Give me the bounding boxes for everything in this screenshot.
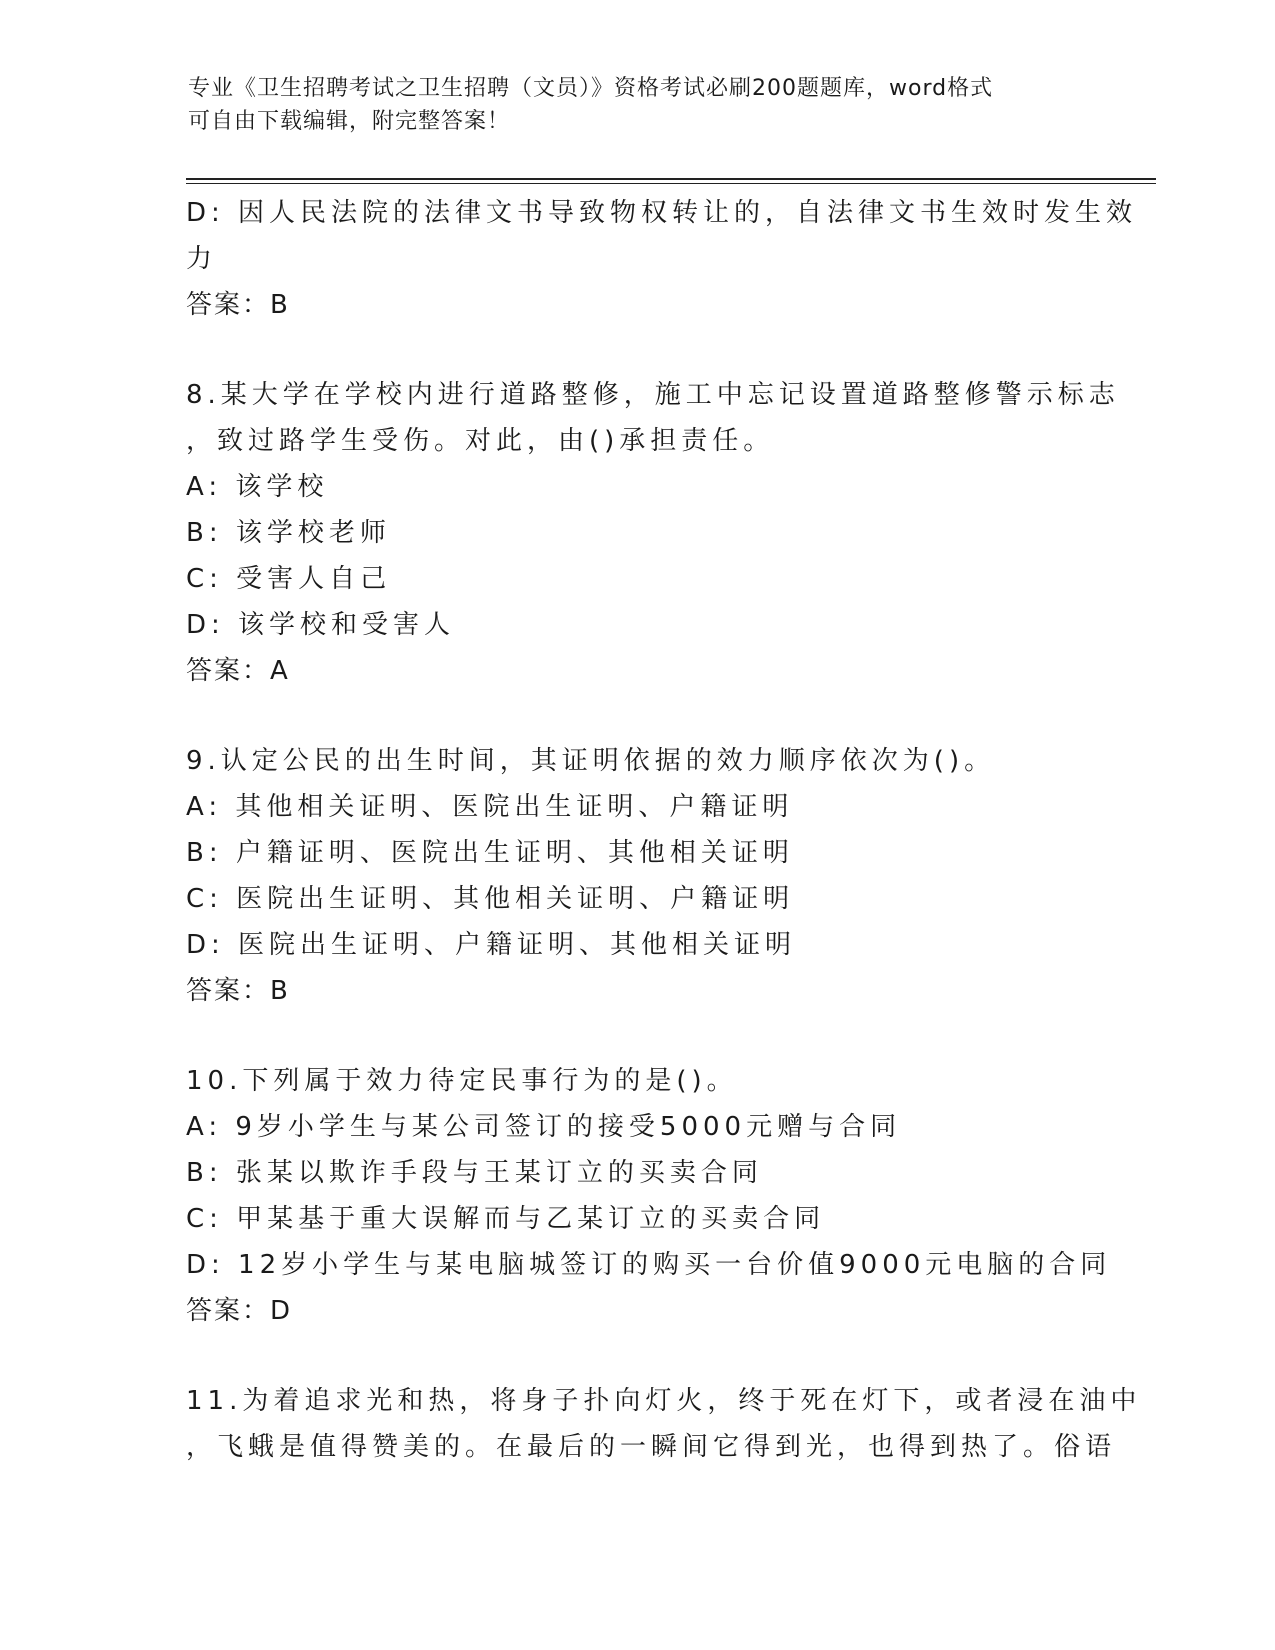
q8-answer: 答案：A: [186, 656, 290, 686]
q7-option-d-line1: D: 因人民法院的法律文书导致物权转让的，自法律文书生效时发生效: [186, 198, 1138, 228]
question-list: [186, 190, 1142, 1470]
question-11: [186, 1378, 1142, 1470]
q10-stem-line1: 10.下列属于效力待定民事行为的是()。: [186, 1066, 738, 1096]
q9-option-b: B: 户籍证明、医院出生证明、其他相关证明: [186, 838, 794, 868]
header-rule-thin: [186, 183, 1156, 184]
q9-option-c: C: 医院出生证明、其他相关证明、户籍证明: [186, 884, 795, 914]
spacer: [186, 1334, 1086, 1378]
q8-stem-line2: ，致过路学生受伤。对此，由()承担责任。: [186, 426, 775, 456]
q8-option-d: D: 该学校和受害人: [186, 610, 456, 640]
q9-answer: 答案：B: [186, 976, 290, 1006]
q9-stem-line1: 9.认定公民的出生时间，其证明依据的效力顺序依次为()。: [186, 746, 996, 776]
q8-stem-line1: 8.某大学在学校内进行道路整修，施工中忘记设置道路整修警示标志: [186, 380, 1120, 410]
q9-option-d: D: 医院出生证明、户籍证明、其他相关证明: [186, 930, 797, 960]
q8-option-b: B: 该学校老师: [186, 518, 391, 548]
header-line-1: 专业《卫生招聘考试之卫生招聘（文员）》资格考试必刷200题题库，word格式: [188, 76, 994, 101]
question-10: [186, 1058, 1112, 1334]
question-9: [186, 738, 1086, 1014]
spacer: [186, 328, 1086, 372]
question-7-tail: [186, 190, 1138, 328]
question-8: [186, 372, 1120, 694]
q11-stem-line2: ，飞蛾是值得赞美的。在最后的一瞬间它得到光，也得到热了。俗语: [186, 1432, 1117, 1462]
q10-option-d: D: 12岁小学生与某电脑城签订的购买一台价值9000元电脑的合同: [186, 1250, 1112, 1280]
q10-option-b: B: 张某以欺诈手段与王某订立的买卖合同: [186, 1158, 763, 1188]
header-line-2: 可自由下载编辑，附完整答案！: [188, 109, 511, 134]
q11-stem-line1: 11.为着追求光和热，将身子扑向灯火，终于死在灯下，或者浸在油中: [186, 1386, 1142, 1416]
q10-option-c: C: 甲某基于重大误解而与乙某订立的买卖合同: [186, 1204, 826, 1234]
q9-option-a: A: 其他相关证明、医院出生证明、户籍证明: [186, 792, 794, 822]
q8-option-a: A: 该学校: [186, 472, 329, 502]
q7-answer: 答案：B: [186, 290, 290, 320]
header-rule-thick: [186, 178, 1156, 180]
spacer: [186, 694, 1086, 738]
q7-option-d-line2: 力: [186, 244, 218, 274]
q8-option-c: C: 受害人自己: [186, 564, 392, 594]
spacer: [186, 1014, 1086, 1058]
q10-answer: 答案：D: [186, 1296, 293, 1326]
q10-option-a: A: 9岁小学生与某公司签订的接受5000元赠与合同: [186, 1112, 902, 1142]
document-header: [188, 72, 1088, 138]
